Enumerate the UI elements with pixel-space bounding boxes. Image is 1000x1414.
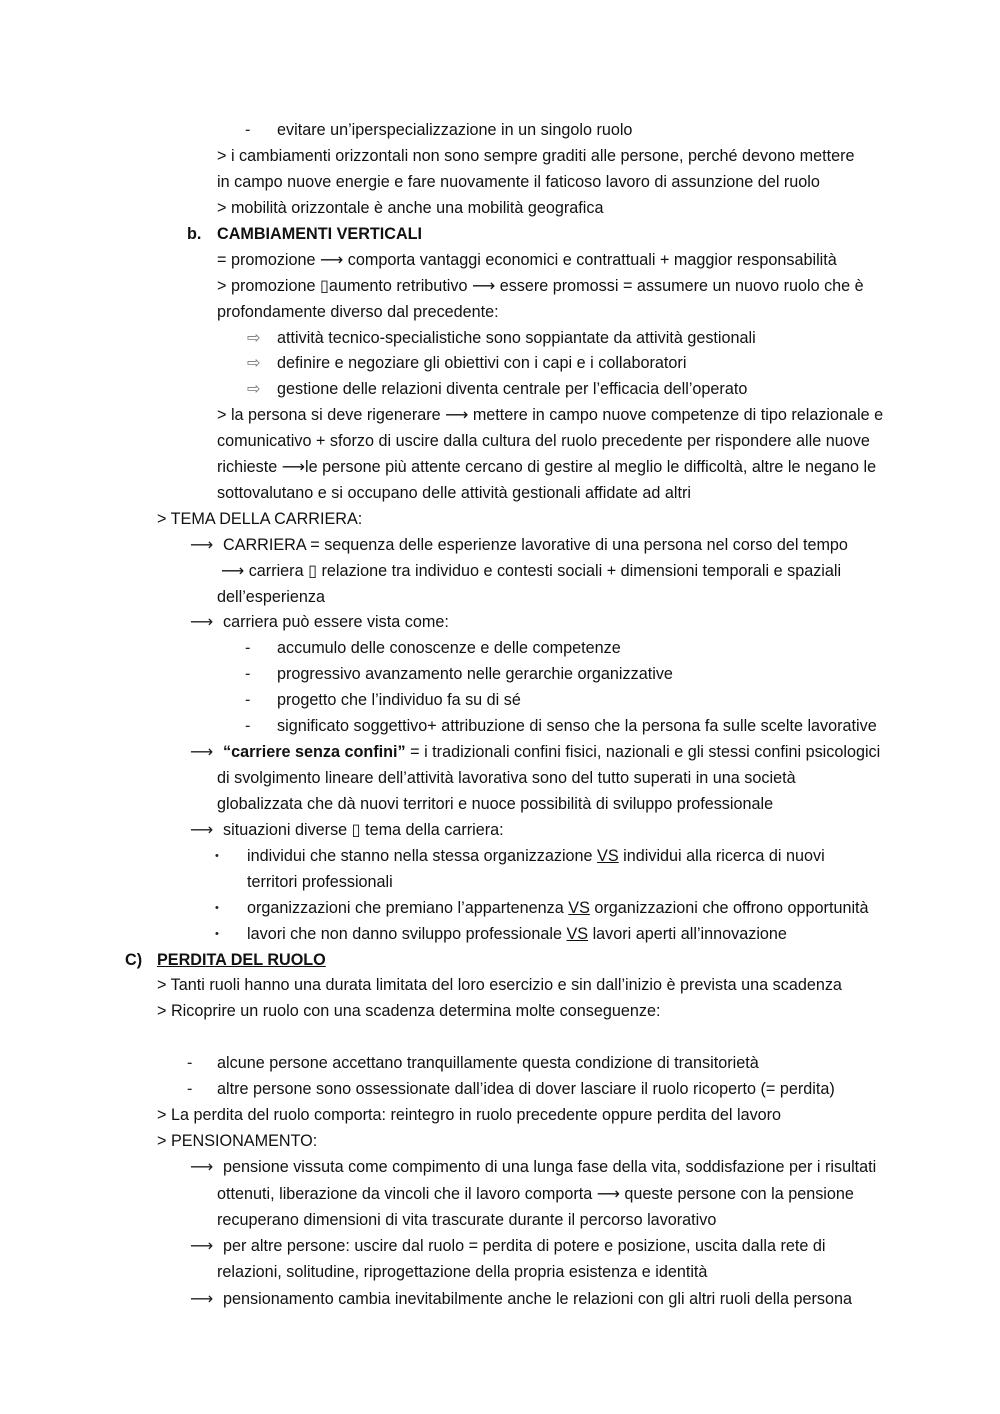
text-line: > mobilità orizzontale è anche una mobilità geografica: [217, 199, 604, 217]
text-line: territori professionali: [247, 873, 393, 891]
text-line: > Tanti ruoli hanno una durata limitata del loro esercizio e sin dall’inizio è prevista una scadenza: [157, 976, 842, 994]
text-line: in campo nuove energie e fare nuovamente il faticoso lavoro di assunzione del ruolo: [217, 173, 820, 191]
section-marker-b: b.: [187, 225, 202, 243]
text-line: > promozione ▯aumento retributivo ⟶ essere promossi = assumere un nuovo ruolo che è: [217, 277, 864, 295]
text-line: CARRIERA = sequenza delle esperienze lavorative di una persona nel corso del tempo: [223, 536, 848, 554]
text-line: globalizzata che dà nuovi territori e nuoce possibilità di sviluppo professionale: [217, 795, 774, 813]
text-line: [223, 742, 880, 762]
arrow-icon: ⟶: [190, 1290, 214, 1308]
text-line: [247, 924, 787, 944]
text-line: definire e negoziare gli obiettivi con i capi e i collaboratori: [277, 354, 687, 372]
section-heading: CAMBIAMENTI VERTICALI: [217, 225, 423, 243]
text-line: carriera può essere vista come:: [223, 613, 449, 631]
bullet-marker: •: [215, 902, 219, 914]
text-line: evitare un’iperspecializzazione in un singolo ruolo: [277, 121, 633, 139]
dash-marker: -: [245, 639, 251, 657]
dash-marker: -: [245, 121, 251, 139]
double-arrow-icon: ⇨: [247, 329, 261, 347]
text-line: > Ricoprire un ruolo con una scadenza determina molte conseguenze:: [157, 1002, 661, 1020]
text-span: = i tradizionali confini fisici, nazionali e gli stessi confini psicologici: [405, 743, 881, 761]
text-line: progetto che l’individuo fa su di sé: [277, 691, 521, 709]
double-arrow-icon: ⇨: [247, 380, 261, 398]
arrow-icon: ⟶: [190, 1158, 214, 1176]
arrow-icon: ⟶: [190, 1237, 214, 1255]
text-line: = promozione ⟶ comporta vantaggi economici e contrattuali + maggior responsabilità: [217, 251, 837, 269]
dash-marker: -: [187, 1080, 193, 1098]
text-line: gestione delle relazioni diventa centrale per l’efficacia dell’operato: [277, 380, 748, 398]
text-line: alcune persone accettano tranquillamente questa condizione di transitorietà: [217, 1054, 759, 1072]
text-line: situazioni diverse ▯ tema della carriera:: [223, 821, 504, 839]
text-line: profondamente diverso dal precedente:: [217, 303, 499, 321]
text-span: lavori che non danno sviluppo professionale: [247, 925, 567, 943]
section-marker-c: C): [125, 951, 143, 969]
text-line: > i cambiamenti orizzontali non sono sempre graditi alle persone, perché devono mettere: [217, 147, 855, 165]
arrow-icon: ⟶: [190, 743, 214, 761]
text-line: pensionamento cambia inevitabilmente anche le relazioni con gli altri ruoli della persona: [223, 1290, 852, 1308]
text-line: di svolgimento lineare dell’attività lavorativa sono del tutto superati in una società: [217, 769, 796, 787]
text-line: relazioni, solitudine, riprogettazione della propria esistenza e identità: [217, 1263, 708, 1281]
text-line: > PENSIONAMENTO:: [157, 1132, 318, 1150]
arrow-icon: ⟶: [190, 821, 214, 839]
text-line: [247, 898, 869, 918]
text-line: ottenuti, liberazione da vincoli che il lavoro comporta ⟶ queste persone con la pensione: [217, 1185, 854, 1203]
dash-marker: -: [245, 691, 251, 709]
text-line: richieste ⟶le persone più attente cercano di gestire al meglio le difficoltà, altre le negano le: [217, 458, 877, 476]
text-line: ⟶ carriera ▯ relazione tra individuo e contesti sociali + dimensioni temporali e spaziali: [221, 562, 842, 580]
text-line: attività tecnico-specialistiche sono soppiantate da attività gestionali: [277, 329, 756, 347]
text-line: > la persona si deve rigenerare ⟶ mettere in campo nuove competenze di tipo relazionale e: [217, 406, 884, 424]
text-line: per altre persone: uscire dal ruolo = perdita di potere e posizione, uscita dalla rete di: [223, 1237, 826, 1255]
arrow-icon: ⟶: [190, 613, 214, 631]
vs-label: VS: [597, 847, 619, 865]
text-line: sottovalutano e si occupano delle attività gestionali affidate ad altri: [217, 484, 691, 502]
dash-marker: -: [245, 665, 251, 683]
text-line: > La perdita del ruolo comporta: reintegro in ruolo precedente oppure perdita del lavoro: [157, 1106, 782, 1124]
vs-label: VS: [566, 925, 589, 943]
text-line: [247, 846, 825, 866]
bold-term: “carriere senza confini”: [223, 743, 406, 761]
section-heading: PERDITA DEL RUOLO: [157, 951, 326, 969]
double-arrow-icon: ⇨: [247, 354, 261, 372]
text-span: organizzazioni che offrono opportunità: [589, 899, 869, 917]
text-line: dell’esperienza: [217, 588, 325, 606]
text-line: recuperano dimensioni di vita trascurate durante il percorso lavorativo: [217, 1211, 717, 1229]
text-line: accumulo delle conoscenze e delle competenze: [277, 639, 621, 657]
text-span: individui che stanno nella stessa organizzazione: [247, 847, 598, 865]
text-line: > TEMA DELLA CARRIERA:: [157, 510, 363, 528]
bullet-marker: •: [215, 928, 219, 940]
text-line: altre persone sono ossessionate dall’idea di dover lasciare il ruolo ricoperto (= perdita): [217, 1080, 835, 1098]
text-span: lavori aperti all’innovazione: [588, 925, 787, 943]
text-span: organizzazioni che premiano l’appartenenza: [247, 899, 569, 917]
dash-marker: -: [245, 717, 251, 735]
text-line: progressivo avanzamento nelle gerarchie organizzative: [277, 665, 673, 683]
dash-marker: -: [187, 1054, 193, 1072]
text-line: pensione vissuta come compimento di una lunga fase della vita, soddisfazione per i risultati: [223, 1158, 877, 1176]
text-span: individui alla ricerca di nuovi: [618, 847, 825, 865]
text-line: significato soggettivo+ attribuzione di senso che la persona fa sulle scelte lavorative: [277, 717, 877, 735]
text-line: comunicativo + sforzo di uscire dalla cultura del ruolo precedente per rispondere alle nuove: [217, 432, 870, 450]
bullet-marker: •: [215, 850, 219, 862]
vs-label: VS: [568, 899, 590, 917]
arrow-icon: ⟶: [190, 536, 214, 554]
